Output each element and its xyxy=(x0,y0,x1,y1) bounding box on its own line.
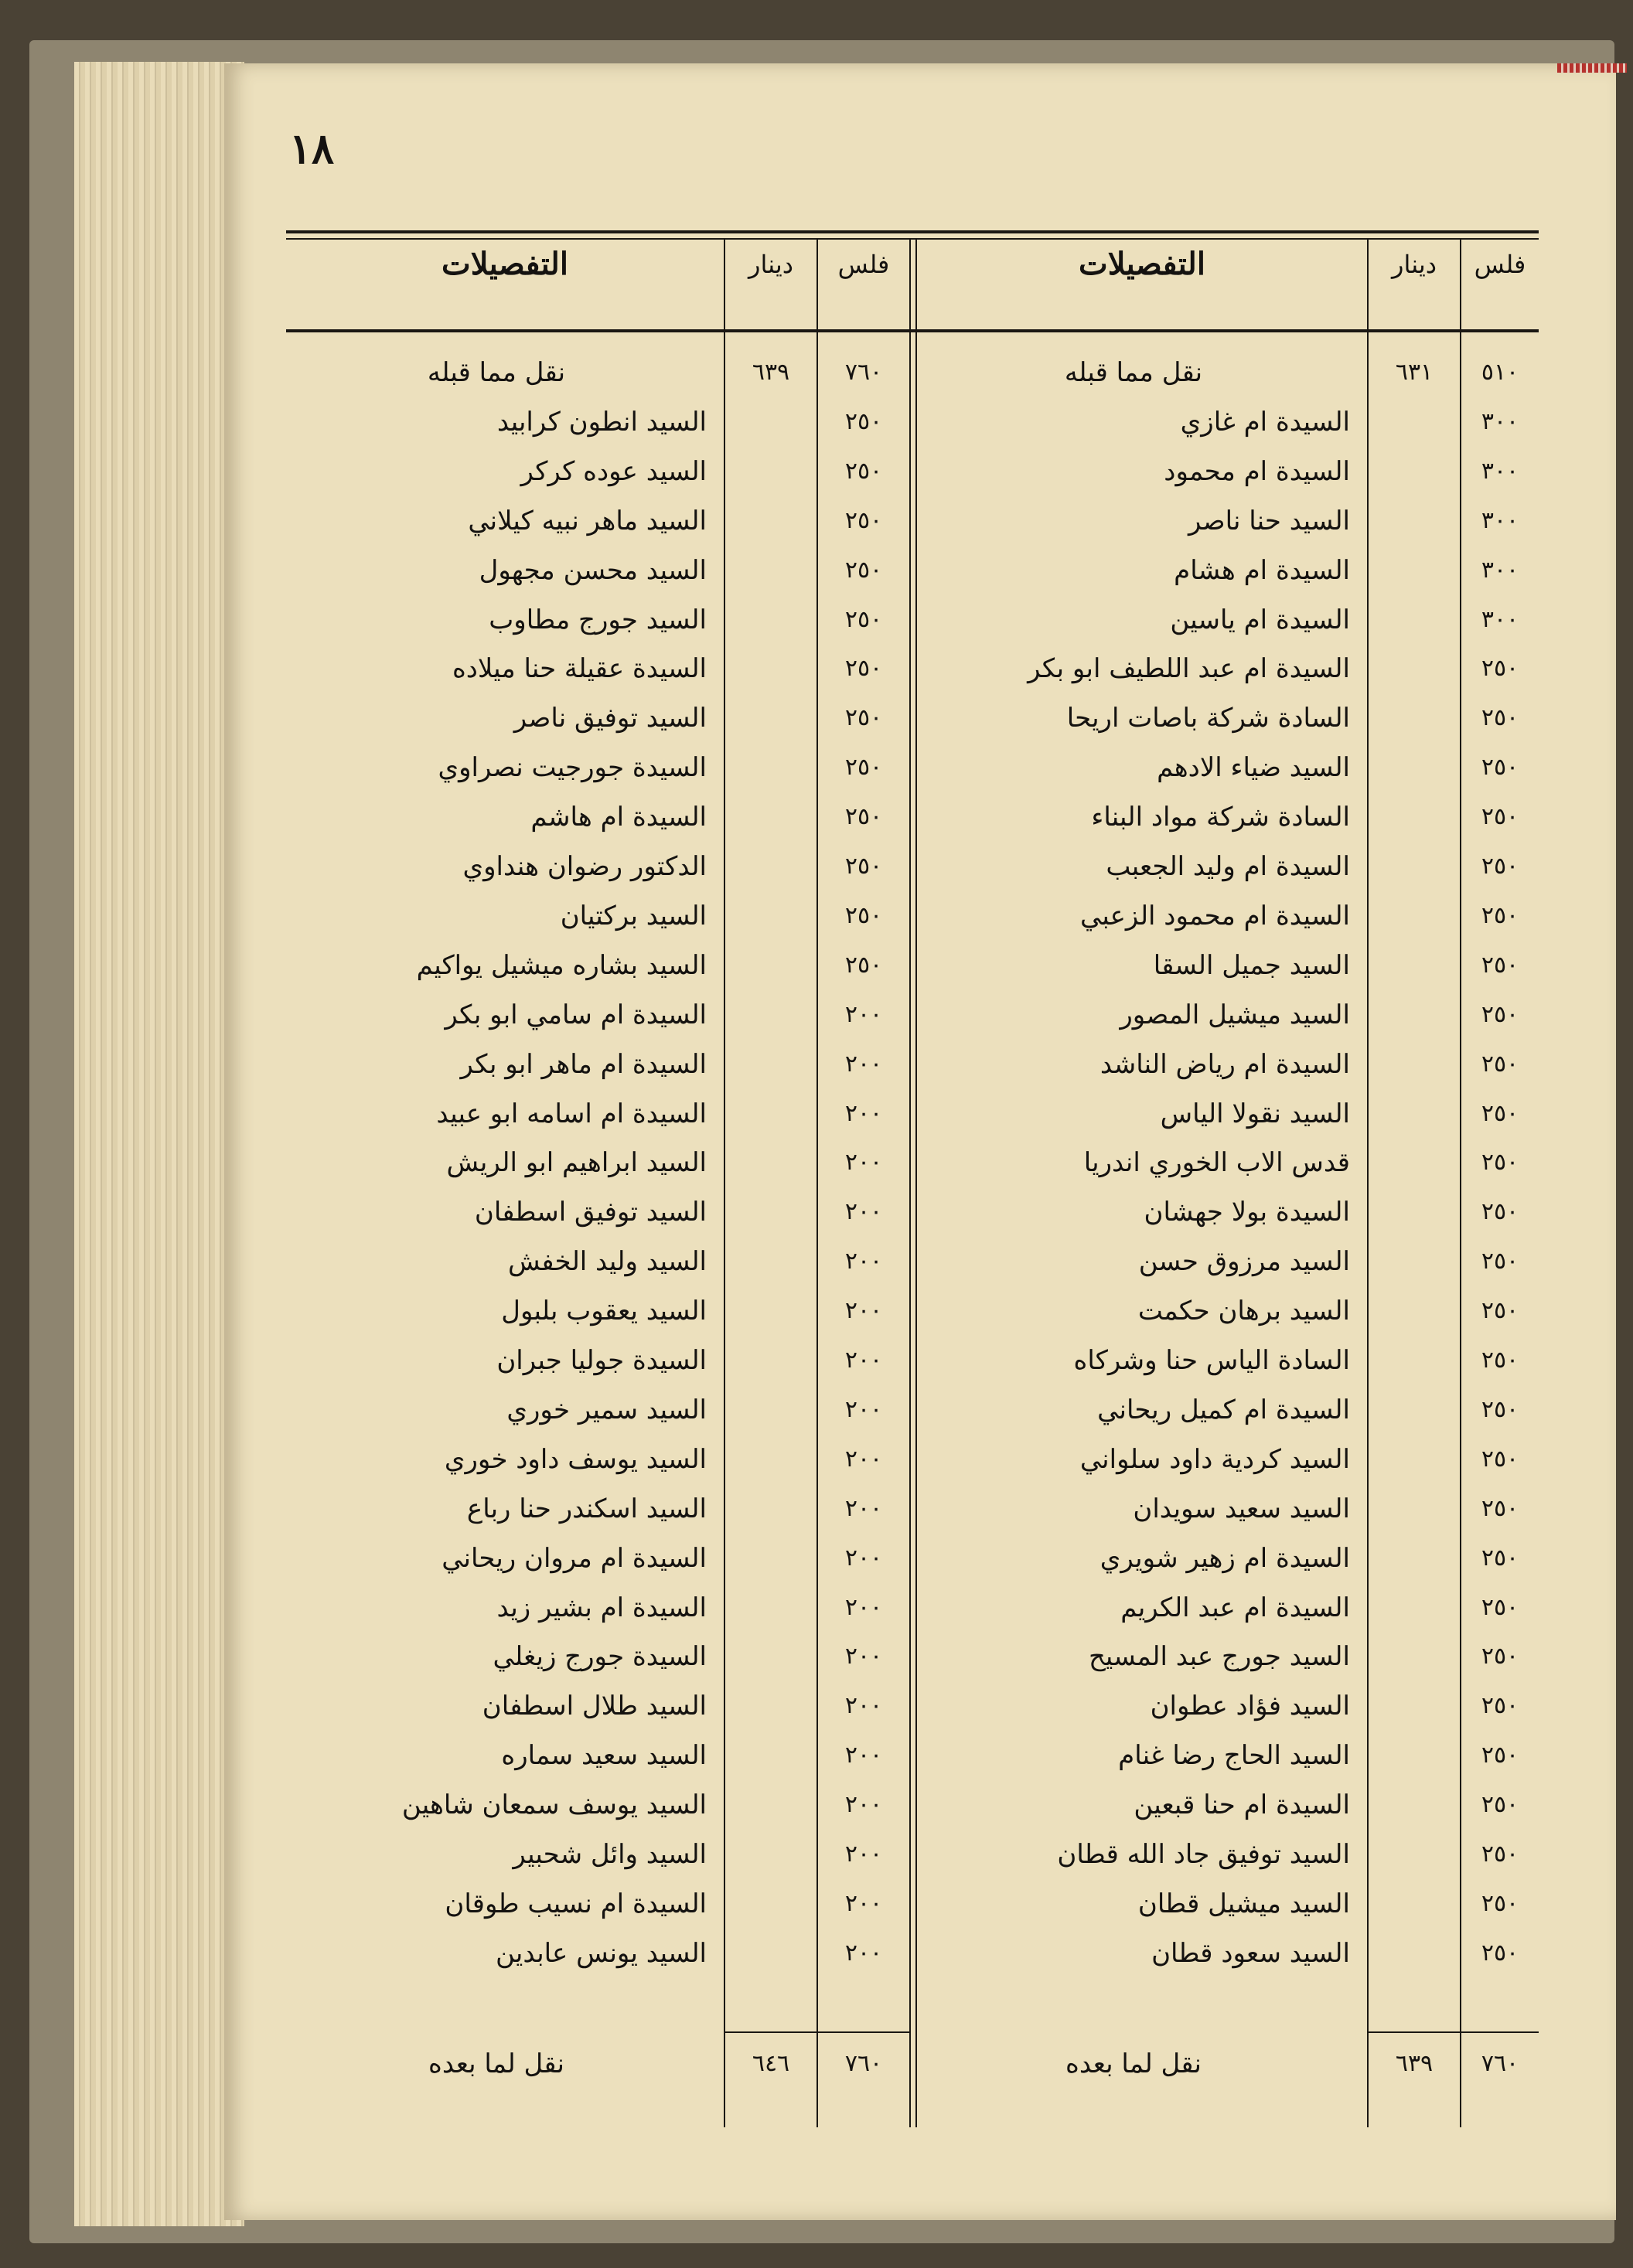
left-fils-amount: ٢٥٠ xyxy=(844,457,883,485)
left-donor-name: السيد يوسف سمعان شاهين xyxy=(401,1790,707,1821)
left-donor-name: السيد توفيق اسطفان xyxy=(474,1197,707,1228)
right-fils-amount: ٢٥٠ xyxy=(1481,1347,1519,1374)
left-donor-name: السيدة جورجيت نصراوي xyxy=(438,752,707,784)
header-rule xyxy=(286,329,1539,332)
right-fils-amount: ٢٥٠ xyxy=(1481,1544,1519,1572)
left-donor-name: السيدة ام ماهر ابو بكر xyxy=(460,1048,707,1080)
right-fils-amount: ٢٥٠ xyxy=(1481,1395,1519,1423)
left-fils-amount: ٢٠٠ xyxy=(844,1099,883,1127)
right-donor-name: السيدة ام غازي xyxy=(1180,406,1350,438)
right-donor-name: السيد نقولا الياس xyxy=(1160,1098,1350,1129)
left-fils-amount: ٢٠٠ xyxy=(844,1297,883,1325)
left-ledger-row xyxy=(224,499,1616,543)
right-fils-amount: ٣٠٠ xyxy=(1481,407,1519,435)
left-ledger-row xyxy=(224,993,1616,1037)
left-ledger-row xyxy=(224,1092,1616,1136)
left-ledger-row xyxy=(224,1932,1616,1975)
right-dinar-amount: ٦٣٩ xyxy=(1395,2050,1434,2077)
right-donor-name: السيد سعيد سويدان xyxy=(1133,1493,1350,1524)
left-ledger-row xyxy=(224,1190,1616,1234)
left-ledger-row xyxy=(224,1635,1616,1678)
right-dinar-amount: ٦٣١ xyxy=(1395,359,1434,386)
right-fils-amount: ٧٦٠ xyxy=(1481,2050,1519,2077)
right-fils-amount: ٢٥٠ xyxy=(1481,1050,1519,1078)
left-ledger-row xyxy=(224,1388,1616,1432)
left-fils-amount: ٢٥٠ xyxy=(844,704,883,732)
left-ledger-row xyxy=(224,746,1616,789)
right-carried-in-label: نقل مما قبله xyxy=(1064,357,1203,388)
left-fils-amount: ٢٠٠ xyxy=(844,1445,883,1473)
left-carried-in-label: نقل مما قبله xyxy=(427,357,566,388)
left-ledger-row xyxy=(224,1537,1616,1580)
right-donor-name: السيدة ام حنا قبعين xyxy=(1134,1790,1350,1821)
left-fils-amount: ٢٠٠ xyxy=(844,1593,883,1621)
left-donor-name: الدكتور رضوان هنداوي xyxy=(462,851,707,882)
left-ledger-row xyxy=(224,795,1616,839)
left-ledger-row xyxy=(224,1438,1616,1481)
bookmark-ribbon xyxy=(1557,63,1627,73)
right-fils-amount: ٢٥٠ xyxy=(1481,1692,1519,1720)
left-ledger-row xyxy=(224,696,1616,740)
left-ledger-row xyxy=(224,400,1616,444)
right-donor-name: السيد الحاج رضا غنام xyxy=(1118,1740,1350,1772)
right-fils-amount: ٢٥٠ xyxy=(1481,704,1519,732)
left-fils-amount: ٢٠٠ xyxy=(844,1149,883,1177)
left-fils-amount: ٢٠٠ xyxy=(844,1742,883,1769)
left-donor-name: السيد محسن مجهول xyxy=(479,554,707,586)
left-carried-out-row xyxy=(224,2042,1616,2086)
right-fils-amount: ٣٠٠ xyxy=(1481,457,1519,485)
left-donor-name: السيد ابراهيم ابو الريش xyxy=(446,1147,707,1179)
right-fils-amount: ٢٥٠ xyxy=(1481,1643,1519,1670)
left-dinar-amount: ٦٣٩ xyxy=(752,359,790,386)
right-fils-amount: ٢٥٠ xyxy=(1481,1248,1519,1275)
right-fils-amount: ٥١٠ xyxy=(1481,359,1519,386)
left-fils-amount: ٢٠٠ xyxy=(844,1494,883,1522)
right-donor-name: قدس الاب الخوري اندريا xyxy=(1083,1147,1350,1179)
right-carried-out-label: نقل لما بعده xyxy=(1065,2048,1202,2079)
left-ledger-row xyxy=(224,894,1616,938)
right-donor-name: السيدة ام محمود الزعبي xyxy=(1080,900,1350,931)
left-donor-name: السيد وائل شحبير xyxy=(513,1839,707,1870)
left-donor-name: السيد سمير خوري xyxy=(506,1394,707,1425)
left-ledger-row xyxy=(224,1833,1616,1876)
header-fils-right: فلس xyxy=(1474,250,1526,279)
left-carried-in-row xyxy=(224,351,1616,394)
left-donor-name: السيدة ام بشير زيد xyxy=(496,1592,707,1623)
right-donor-name: السيد حنا ناصر xyxy=(1188,505,1350,536)
right-fils-amount: ٢٥٠ xyxy=(1481,803,1519,831)
left-fils-amount: ٢٥٠ xyxy=(844,655,883,683)
right-fils-amount: ٢٥٠ xyxy=(1481,1099,1519,1127)
left-donor-name: السيدة ام مروان ريحاني xyxy=(441,1542,707,1574)
left-donor-name: السيدة ام اسامه ابو عبيد xyxy=(436,1098,707,1129)
left-fils-amount: ٢٠٠ xyxy=(844,1889,883,1917)
left-fils-amount: ٢٥٠ xyxy=(844,901,883,929)
left-ledger-row xyxy=(224,1043,1616,1086)
right-fils-amount: ٢٥٠ xyxy=(1481,901,1519,929)
left-ledger-row xyxy=(224,1339,1616,1382)
ledger-page xyxy=(224,63,1616,2220)
right-donor-name: السيد ميشيل قطان xyxy=(1137,1888,1350,1919)
left-fils-amount: ٢٠٠ xyxy=(844,1841,883,1868)
left-fils-amount: ٢٥٠ xyxy=(844,951,883,979)
right-donor-name: السيدة ام ياسين xyxy=(1170,604,1350,635)
right-fils-amount: ٢٥٠ xyxy=(1481,1494,1519,1522)
right-donor-name: السيد برهان حكمت xyxy=(1137,1296,1350,1327)
header-fils-left: فلس xyxy=(837,250,890,279)
left-fils-amount: ٢٥٠ xyxy=(844,605,883,633)
right-fils-amount: ٢٥٠ xyxy=(1481,951,1519,979)
right-fils-amount: ٢٥٠ xyxy=(1481,1791,1519,1819)
left-fils-amount: ٢٥٠ xyxy=(844,803,883,831)
right-donor-name: السيد كردية داود سلواني xyxy=(1079,1443,1350,1475)
left-donor-name: السيد ماهر نبيه كيلاني xyxy=(468,505,707,536)
right-donor-name: السيد مرزوق حسن xyxy=(1138,1246,1350,1278)
left-donor-name: السيد توفيق ناصر xyxy=(513,703,707,734)
left-donor-name: السيد طلال اسطفان xyxy=(482,1691,707,1722)
left-dinar-amount: ٦٤٦ xyxy=(752,2050,790,2077)
left-fils-amount: ٢٠٠ xyxy=(844,1939,883,1967)
left-fils-amount: ٢٠٠ xyxy=(844,1791,883,1819)
right-donor-name: السيد جورج عبد المسيح xyxy=(1088,1641,1350,1673)
left-fils-amount: ٢٥٠ xyxy=(844,754,883,782)
left-fils-amount: ٢٠٠ xyxy=(844,1395,883,1423)
left-fils-amount: ٧٦٠ xyxy=(844,359,883,386)
left-fils-amount: ٢٠٠ xyxy=(844,1347,883,1374)
top-double-rule-lower xyxy=(286,238,1539,240)
left-donor-name: السيد انطون كرابيد xyxy=(496,406,707,438)
right-fils-amount: ٢٥٠ xyxy=(1481,1198,1519,1226)
left-donor-name: السيد يوسف داود خوري xyxy=(444,1443,707,1475)
right-fils-amount: ٢٥٠ xyxy=(1481,1149,1519,1177)
left-donor-name: السيدة ام نسيب طوقان xyxy=(445,1888,707,1919)
left-fils-amount: ٢٥٠ xyxy=(844,506,883,534)
left-fils-amount: ٢٠٠ xyxy=(844,1198,883,1226)
left-donor-name: السيد عوده كركر xyxy=(520,455,707,487)
page-number: ١٨ xyxy=(289,124,335,173)
right-donor-name: السيدة ام عبد الكريم xyxy=(1120,1592,1350,1623)
header-details-left: التفصيلات xyxy=(441,246,568,282)
right-donor-name: السادة شركة مواد البناء xyxy=(1091,802,1350,833)
right-fils-amount: ٢٥٠ xyxy=(1481,655,1519,683)
left-ledger-row xyxy=(224,845,1616,888)
right-fils-amount: ٢٥٠ xyxy=(1481,1297,1519,1325)
right-fils-amount: ٢٥٠ xyxy=(1481,1000,1519,1028)
left-donor-name: السيدة ام هاشم xyxy=(530,802,707,833)
right-fils-amount: ٣٠٠ xyxy=(1481,556,1519,584)
left-donor-name: السيد سعيد سماره xyxy=(501,1740,707,1772)
left-ledger-row xyxy=(224,450,1616,493)
left-ledger-row xyxy=(224,1586,1616,1629)
left-fils-amount: ٢٠٠ xyxy=(844,1248,883,1275)
right-fils-amount: ٢٥٠ xyxy=(1481,853,1519,880)
right-donor-name: السيد جميل السقا xyxy=(1153,949,1350,981)
right-donor-name: السيد توفيق جاد الله قطان xyxy=(1057,1839,1350,1870)
right-fils-amount: ٢٥٠ xyxy=(1481,1742,1519,1769)
left-fils-amount: ٢٥٠ xyxy=(844,853,883,880)
right-fils-amount: ٣٠٠ xyxy=(1481,605,1519,633)
right-donor-name: السادة الياس حنا وشركاه xyxy=(1073,1345,1350,1376)
left-ledger-row xyxy=(224,1240,1616,1283)
left-donor-name: السيدة جورج زيغلي xyxy=(493,1641,707,1673)
left-carried-out-label: نقل لما بعده xyxy=(428,2048,564,2079)
left-fils-amount: ٢٠٠ xyxy=(844,1544,883,1572)
right-donor-name: السيدة ام زهير شويري xyxy=(1099,1542,1350,1574)
left-fils-amount: ٧٦٠ xyxy=(844,2050,883,2077)
top-double-rule-upper xyxy=(286,230,1539,233)
left-ledger-row xyxy=(224,598,1616,642)
left-ledger-row xyxy=(224,1141,1616,1184)
right-fils-amount: ٢٥٠ xyxy=(1481,1841,1519,1868)
header-dinar-left: دينار xyxy=(748,250,793,279)
right-donor-name: السيدة ام رياض الناشد xyxy=(1099,1048,1350,1080)
left-fils-amount: ٢٠٠ xyxy=(844,1050,883,1078)
left-ledger-row xyxy=(224,1734,1616,1777)
left-ledger-row xyxy=(224,1882,1616,1926)
left-donor-name: السيد يعقوب بلبول xyxy=(501,1296,707,1327)
right-fils-amount: ٢٥٠ xyxy=(1481,1445,1519,1473)
sum-rule-right xyxy=(1369,2031,1539,2033)
right-donor-name: السيد سعود قطان xyxy=(1151,1937,1350,1969)
right-fils-amount: ٢٥٠ xyxy=(1481,1889,1519,1917)
right-donor-name: السيدة ام كميل ريحاني xyxy=(1097,1394,1350,1425)
right-donor-name: السيد فؤاد عطوان xyxy=(1150,1691,1350,1722)
left-ledger-row xyxy=(224,1684,1616,1728)
left-donor-name: السيدة ام سامي ابو بكر xyxy=(445,999,707,1030)
left-ledger-row xyxy=(224,1487,1616,1531)
right-donor-name: السيدة ام محمود xyxy=(1164,455,1350,487)
left-donor-name: السيد جورج مطاوب xyxy=(489,604,707,635)
left-donor-name: السيد بركتيان xyxy=(560,900,707,931)
left-fils-amount: ٢٠٠ xyxy=(844,1000,883,1028)
right-donor-name: السادة شركة باصات اريحا xyxy=(1066,703,1350,734)
left-ledger-row xyxy=(224,1289,1616,1333)
right-donor-name: السيدة بولا جهشان xyxy=(1144,1197,1350,1228)
left-fils-amount: ٢٥٠ xyxy=(844,556,883,584)
right-fils-amount: ٣٠٠ xyxy=(1481,506,1519,534)
left-donor-name: السيدة جوليا جبران xyxy=(496,1345,707,1376)
left-donor-name: السيد يونس عابدين xyxy=(496,1937,707,1969)
header-details-right: التفصيلات xyxy=(1079,246,1205,282)
right-donor-name: السيد ميشيل المصور xyxy=(1120,999,1350,1030)
right-fils-amount: ٢٥٠ xyxy=(1481,754,1519,782)
left-fils-amount: ٢٥٠ xyxy=(844,407,883,435)
left-ledger-row xyxy=(224,1783,1616,1827)
sum-rule-left xyxy=(725,2031,911,2033)
right-donor-name: السيدة ام عبد اللطيف ابو بكر xyxy=(1028,653,1350,685)
left-donor-name: السيد وليد الخفش xyxy=(507,1246,707,1278)
left-fils-amount: ٢٠٠ xyxy=(844,1692,883,1720)
page-edges xyxy=(74,62,244,2226)
right-donor-name: السيد ضياء الادهم xyxy=(1157,752,1350,784)
right-fils-amount: ٢٥٠ xyxy=(1481,1939,1519,1967)
left-ledger-row xyxy=(224,549,1616,592)
left-donor-name: السيد اسكندر حنا رباع xyxy=(466,1493,707,1524)
left-ledger-row xyxy=(224,647,1616,690)
right-donor-name: السيدة ام وليد الجعبب xyxy=(1106,851,1350,882)
left-donor-name: السيد بشاره ميشيل يواكيم xyxy=(416,949,707,981)
left-fils-amount: ٢٠٠ xyxy=(844,1643,883,1670)
right-fils-amount: ٢٥٠ xyxy=(1481,1593,1519,1621)
header-dinar-right: دينار xyxy=(1391,250,1437,279)
left-ledger-row xyxy=(224,944,1616,987)
right-donor-name: السيدة ام هشام xyxy=(1174,554,1350,586)
left-donor-name: السيدة عقيلة حنا ميلاده xyxy=(452,653,707,685)
